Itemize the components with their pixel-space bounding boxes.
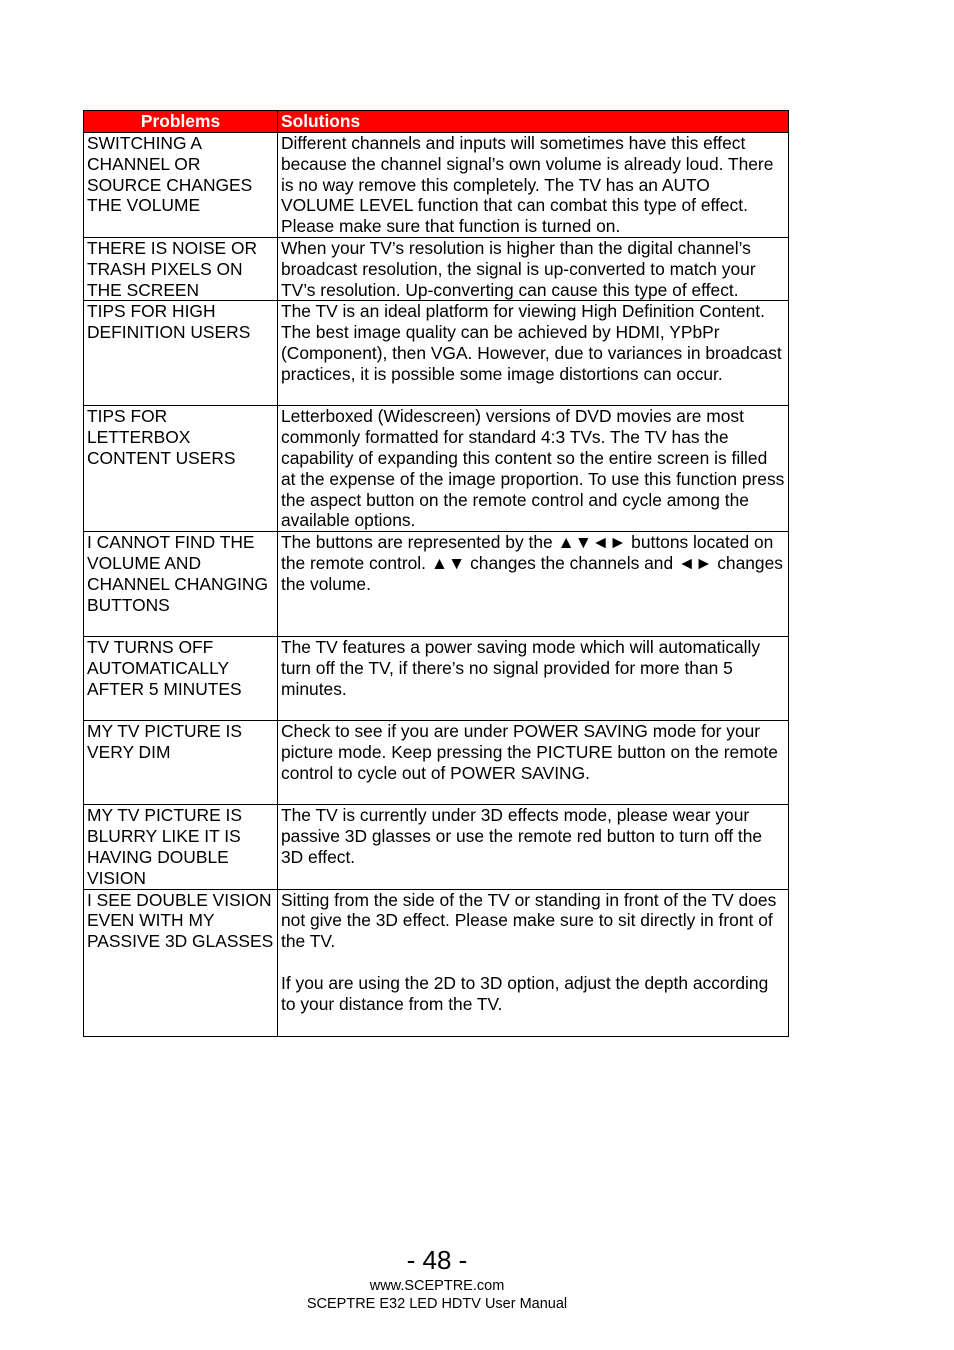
solution-cell <box>278 532 789 637</box>
problem-cell: I CANNOT FIND THE VOLUME AND CHANNEL CHANGING BUTTONS <box>84 532 278 637</box>
solution-cell <box>278 238 789 301</box>
table-row <box>84 133 789 238</box>
troubleshooting-table <box>83 110 789 1037</box>
problem-cell: THERE IS NOISE OR TRASH PIXELS ON THE SCREEN <box>84 238 278 301</box>
solution-cell <box>278 721 789 805</box>
problem-cell: TIPS FOR HIGH DEFINITION USERS <box>84 301 278 406</box>
solution-cell <box>278 889 789 1036</box>
solution-paragraph: The TV features a power saving mode which will automatically turn off the TV, if there’s no signal provided for more than 5 minutes. <box>281 637 761 699</box>
table-row <box>84 889 789 1036</box>
problem-cell: I SEE DOUBLE VISION EVEN WITH MY PASSIVE 3D GLASSES <box>84 889 278 1036</box>
solution-paragraph: Sitting from the side of the TV or standing in front of the TV does not give the 3D effect. Please make sure to sit directly in front of the TV. <box>281 889 777 952</box>
solution-cell <box>278 301 789 406</box>
solution-paragraph: The TV is an ideal platform for viewing High Definition Content. The best image quality can be achieved by HDMI, YPbPr (Component), then VGA. However, due to variances in broadcast practices, it is possible some image distortions can occur. <box>281 301 782 384</box>
table-row <box>84 637 789 721</box>
problem-cell: MY TV PICTURE IS VERY DIM <box>84 721 278 805</box>
website-text: www.SCEPTRE.com <box>369 1278 505 1294</box>
solution-paragraph: Different channels and inputs will sometimes have this effect because the channel signal’s own volume is already loud. There is no way remove this completely. The TV has an AUTO VOLUME LEVEL function that can combat this type of effect. Please make sure that function is turned on. <box>281 133 774 237</box>
problem-cell: TIPS FOR LETTERBOX CONTENT USERS <box>84 406 278 532</box>
solution-cell <box>278 406 789 532</box>
solution-cell <box>278 133 789 238</box>
problem-cell: TV TURNS OFF AUTOMATICALLY AFTER 5 MINUTES <box>84 637 278 721</box>
table-row <box>84 532 789 637</box>
solution-paragraph: The buttons are represented by the ▲▼◄► buttons located on the remote control. ▲▼ changes the channels and ◄► changes the volume. <box>281 532 783 594</box>
solution-cell <box>278 637 789 721</box>
problem-cell: MY TV PICTURE IS BLURRY LIKE IT IS HAVING DOUBLE VISION <box>84 805 278 889</box>
table-row <box>84 406 789 532</box>
table-row <box>84 238 789 301</box>
manual-title: SCEPTRE E32 LED HDTV User Manual <box>306 1296 568 1312</box>
solution-paragraph: The TV is currently under 3D effects mode, please wear your passive 3D glasses or use the remote red button to turn off the 3D effect. <box>281 805 763 867</box>
page-number: - 48 - <box>406 1245 468 1275</box>
solution-paragraph: Check to see if you are under POWER SAVING mode for your picture mode. Keep pressing the PICTURE button on the remote control to cycle out of POWER SAVING. <box>281 721 778 783</box>
table-row <box>84 805 789 889</box>
table-header-row <box>84 111 789 133</box>
problem-cell: SWITCHING A CHANNEL OR SOURCE CHANGES THE VOLUME <box>84 133 278 238</box>
solution-paragraph: Letterboxed (Widescreen) versions of DVD movies are most commonly formatted for standard 4:3 TVs. The TV has the capability of expanding this content so the entire screen is filled at the expense of the image proportion. To use this function press the aspect button on the remote control and cycle among the available options. <box>281 406 785 531</box>
solution-paragraph: If you are using the 2D to 3D option, adjust the depth according to your distance from the TV. <box>281 972 769 1014</box>
table-row <box>84 721 789 805</box>
table-row <box>84 301 789 406</box>
solution-cell <box>278 805 789 889</box>
solution-paragraph: When your TV’s resolution is higher than the digital channel’s broadcast resolution, the signal is up-converted to match your TV’s resolution. Up-converting can cause this type of effect. <box>281 238 756 300</box>
header-solutions: Solutions <box>278 111 789 133</box>
header-problems: Problems <box>84 111 278 133</box>
